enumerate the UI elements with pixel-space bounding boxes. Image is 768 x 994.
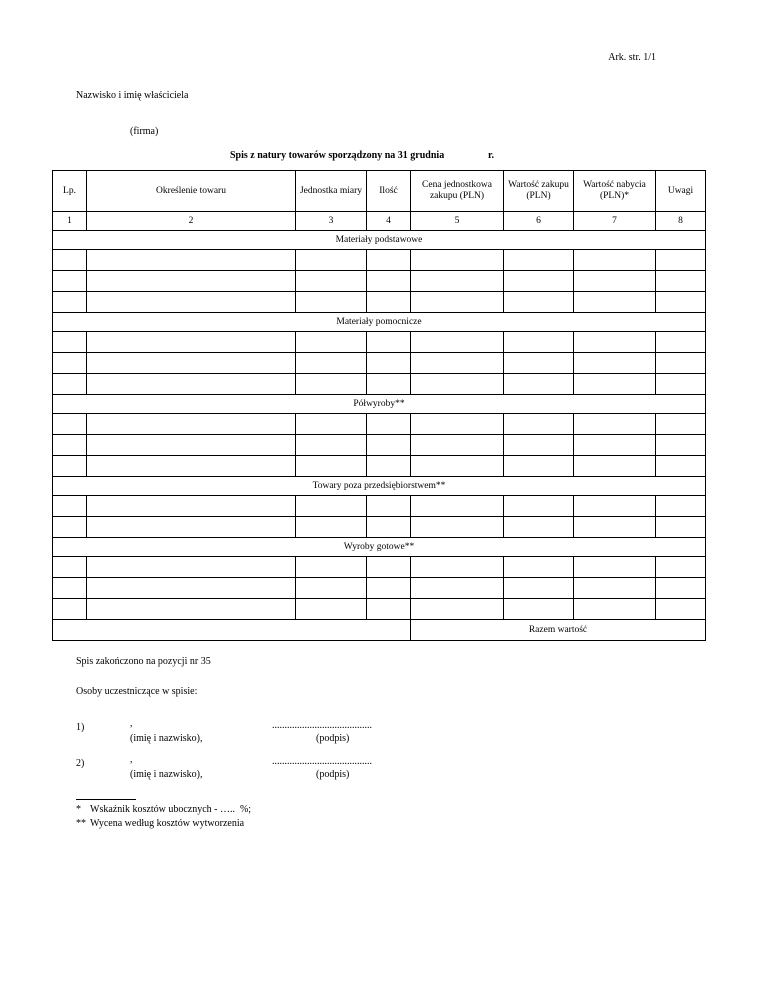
empty-cell xyxy=(574,578,656,599)
section-row xyxy=(53,395,706,414)
empty-cell xyxy=(87,557,296,578)
footnote-2-mark: ** xyxy=(76,818,86,829)
total-label: Razem wartość xyxy=(411,620,706,641)
empty-cell xyxy=(504,332,574,353)
empty-cell xyxy=(411,517,504,538)
section-label: Wyroby gotowe** xyxy=(53,538,706,557)
empty-cell xyxy=(504,578,574,599)
empty-cell xyxy=(367,292,411,313)
empty-cell xyxy=(87,250,296,271)
empty-cell xyxy=(411,414,504,435)
empty-cell xyxy=(504,353,574,374)
empty-cell xyxy=(296,374,367,395)
empty-cell xyxy=(87,271,296,292)
empty-cell xyxy=(53,456,87,477)
empty-cell xyxy=(53,332,87,353)
empty-cell xyxy=(53,517,87,538)
empty-cell xyxy=(411,332,504,353)
participants-label: Osoby uczestniczące w spisie: xyxy=(76,686,198,697)
section-label: Materiały pomocnicze xyxy=(53,313,706,332)
empty-cell xyxy=(296,599,367,620)
section-label: Materiały podstawowe xyxy=(53,231,706,250)
empty-cell xyxy=(656,250,706,271)
signature-line: ........................................ xyxy=(272,720,372,731)
empty-cell xyxy=(574,517,656,538)
owner-name-label: Nazwisko i imię właściciela xyxy=(76,90,189,101)
empty-cell xyxy=(574,332,656,353)
empty-cell xyxy=(411,496,504,517)
empty-cell xyxy=(367,517,411,538)
empty-cell xyxy=(87,332,296,353)
footnote-2 xyxy=(76,818,244,829)
empty-cell xyxy=(656,557,706,578)
table-header-row xyxy=(53,171,706,212)
empty-cell xyxy=(411,435,504,456)
empty-cell xyxy=(296,414,367,435)
empty-cell xyxy=(367,353,411,374)
empty-cell xyxy=(411,292,504,313)
page-number: Ark. str. 1/1 xyxy=(608,52,656,63)
footnote-2-text: Wycena według kosztów wytworzenia xyxy=(90,818,245,829)
empty-cell xyxy=(574,557,656,578)
empty-cell xyxy=(504,517,574,538)
empty-cell xyxy=(574,292,656,313)
empty-cell xyxy=(656,353,706,374)
empty-cell xyxy=(504,435,574,456)
end-position-text: Spis zakończono na pozycji nr 35 xyxy=(76,656,211,667)
empty-cell xyxy=(367,271,411,292)
empty-cell xyxy=(574,599,656,620)
empty-cell xyxy=(411,271,504,292)
signature-comma: , xyxy=(130,718,133,729)
empty-cell xyxy=(53,578,87,599)
name-caption: (imię i nazwisko), xyxy=(130,769,203,780)
footnote-1 xyxy=(76,804,251,815)
empty-cell xyxy=(504,496,574,517)
column-number: 5 xyxy=(411,212,504,231)
table-row xyxy=(53,374,706,395)
empty-cell xyxy=(296,435,367,456)
empty-cell xyxy=(367,578,411,599)
empty-cell xyxy=(504,414,574,435)
empty-cell xyxy=(411,374,504,395)
empty-cell xyxy=(656,456,706,477)
table-row xyxy=(53,517,706,538)
column-header: Uwagi xyxy=(656,171,706,212)
empty-cell xyxy=(296,557,367,578)
empty-cell xyxy=(296,292,367,313)
empty-cell xyxy=(53,557,87,578)
column-header: Jednostka miary xyxy=(296,171,367,212)
signature-line: ........................................ xyxy=(272,756,372,767)
table-row xyxy=(53,435,706,456)
empty-cell xyxy=(656,435,706,456)
table-row xyxy=(53,496,706,517)
empty-cell xyxy=(656,578,706,599)
table-row xyxy=(53,292,706,313)
empty-cell xyxy=(656,271,706,292)
total-row xyxy=(53,620,706,641)
empty-cell xyxy=(87,578,296,599)
table-row xyxy=(53,599,706,620)
table-row xyxy=(53,353,706,374)
empty-cell xyxy=(504,271,574,292)
empty-cell xyxy=(574,374,656,395)
empty-cell xyxy=(367,557,411,578)
empty-cell xyxy=(574,271,656,292)
empty-cell xyxy=(411,353,504,374)
column-number-row xyxy=(53,212,706,231)
column-number: 2 xyxy=(87,212,296,231)
title-year-suffix: r. xyxy=(488,150,495,161)
empty-cell xyxy=(53,599,87,620)
signature-number: 2) xyxy=(76,758,85,769)
empty-cell xyxy=(367,599,411,620)
empty-cell xyxy=(87,374,296,395)
empty-cell xyxy=(367,332,411,353)
empty-cell xyxy=(656,496,706,517)
column-header: Określenie towaru xyxy=(87,171,296,212)
empty-cell xyxy=(53,414,87,435)
empty-cell xyxy=(656,599,706,620)
name-caption: (imię i nazwisko), xyxy=(130,733,203,744)
empty-cell xyxy=(53,292,87,313)
column-number: 7 xyxy=(574,212,656,231)
empty-cell xyxy=(296,332,367,353)
section-row xyxy=(53,313,706,332)
empty-cell xyxy=(574,496,656,517)
title-text: Spis z natury towarów sporządzony na 31 grudnia xyxy=(230,150,445,161)
section-row xyxy=(53,231,706,250)
empty-cell xyxy=(87,517,296,538)
empty-cell xyxy=(87,496,296,517)
empty-cell xyxy=(411,250,504,271)
empty-cell xyxy=(574,250,656,271)
empty-cell xyxy=(656,414,706,435)
column-number: 8 xyxy=(656,212,706,231)
column-header: Ilość xyxy=(367,171,411,212)
empty-cell xyxy=(504,292,574,313)
empty-cell xyxy=(296,456,367,477)
empty-cell xyxy=(367,435,411,456)
inventory-table xyxy=(52,170,706,641)
empty-cell xyxy=(367,456,411,477)
empty-cell xyxy=(411,557,504,578)
empty-cell xyxy=(296,578,367,599)
empty-cell xyxy=(87,435,296,456)
empty-cell xyxy=(87,599,296,620)
empty-cell xyxy=(367,374,411,395)
empty-cell xyxy=(504,557,574,578)
empty-cell xyxy=(656,292,706,313)
empty-cell xyxy=(53,435,87,456)
firm-label: (firma) xyxy=(130,126,159,137)
column-header: Wartość nabycia (PLN)* xyxy=(574,171,656,212)
empty-cell xyxy=(411,456,504,477)
empty-cell xyxy=(411,578,504,599)
section-label: Półwyroby** xyxy=(53,395,706,414)
column-number: 6 xyxy=(504,212,574,231)
table-row xyxy=(53,557,706,578)
empty-cell xyxy=(574,414,656,435)
empty-cell xyxy=(504,374,574,395)
empty-cell xyxy=(53,496,87,517)
empty-cell xyxy=(87,292,296,313)
table-row xyxy=(53,271,706,292)
empty-cell xyxy=(53,353,87,374)
table-row xyxy=(53,578,706,599)
empty-cell xyxy=(296,496,367,517)
empty-cell xyxy=(296,250,367,271)
empty-cell xyxy=(367,414,411,435)
signature-comma: , xyxy=(130,754,133,765)
empty-cell xyxy=(53,250,87,271)
column-number: 1 xyxy=(53,212,87,231)
empty-cell xyxy=(656,332,706,353)
empty-cell xyxy=(504,599,574,620)
empty-cell xyxy=(411,599,504,620)
empty-cell xyxy=(574,456,656,477)
table-row xyxy=(53,250,706,271)
column-header: Cena jednostkowa zakupu (PLN) xyxy=(411,171,504,212)
empty-cell xyxy=(367,250,411,271)
empty-cell xyxy=(656,517,706,538)
table-row xyxy=(53,456,706,477)
total-spacer xyxy=(53,620,411,641)
empty-cell xyxy=(87,456,296,477)
document-title xyxy=(230,150,550,161)
empty-cell xyxy=(656,374,706,395)
column-number: 3 xyxy=(296,212,367,231)
empty-cell xyxy=(574,353,656,374)
empty-cell xyxy=(53,374,87,395)
section-row xyxy=(53,538,706,557)
empty-cell xyxy=(53,271,87,292)
empty-cell xyxy=(87,414,296,435)
column-number: 4 xyxy=(367,212,411,231)
section-row xyxy=(53,477,706,496)
footnote-1-text: Wskaźnik kosztów ubocznych - ….. %; xyxy=(90,804,252,815)
empty-cell xyxy=(296,353,367,374)
footnote-1-mark: * xyxy=(76,804,81,815)
column-header: Lp. xyxy=(53,171,87,212)
empty-cell xyxy=(296,517,367,538)
footnote-separator xyxy=(76,799,136,800)
empty-cell xyxy=(574,435,656,456)
empty-cell xyxy=(504,456,574,477)
sign-caption: (podpis) xyxy=(316,733,350,744)
empty-cell xyxy=(367,496,411,517)
empty-cell xyxy=(87,353,296,374)
empty-cell xyxy=(504,250,574,271)
sign-caption: (podpis) xyxy=(316,769,350,780)
empty-cell xyxy=(296,271,367,292)
table-row xyxy=(53,332,706,353)
table-row xyxy=(53,414,706,435)
section-label: Towary poza przedsiębiorstwem** xyxy=(53,477,706,496)
signature-number: 1) xyxy=(76,722,85,733)
column-header: Wartość zakupu (PLN) xyxy=(504,171,574,212)
